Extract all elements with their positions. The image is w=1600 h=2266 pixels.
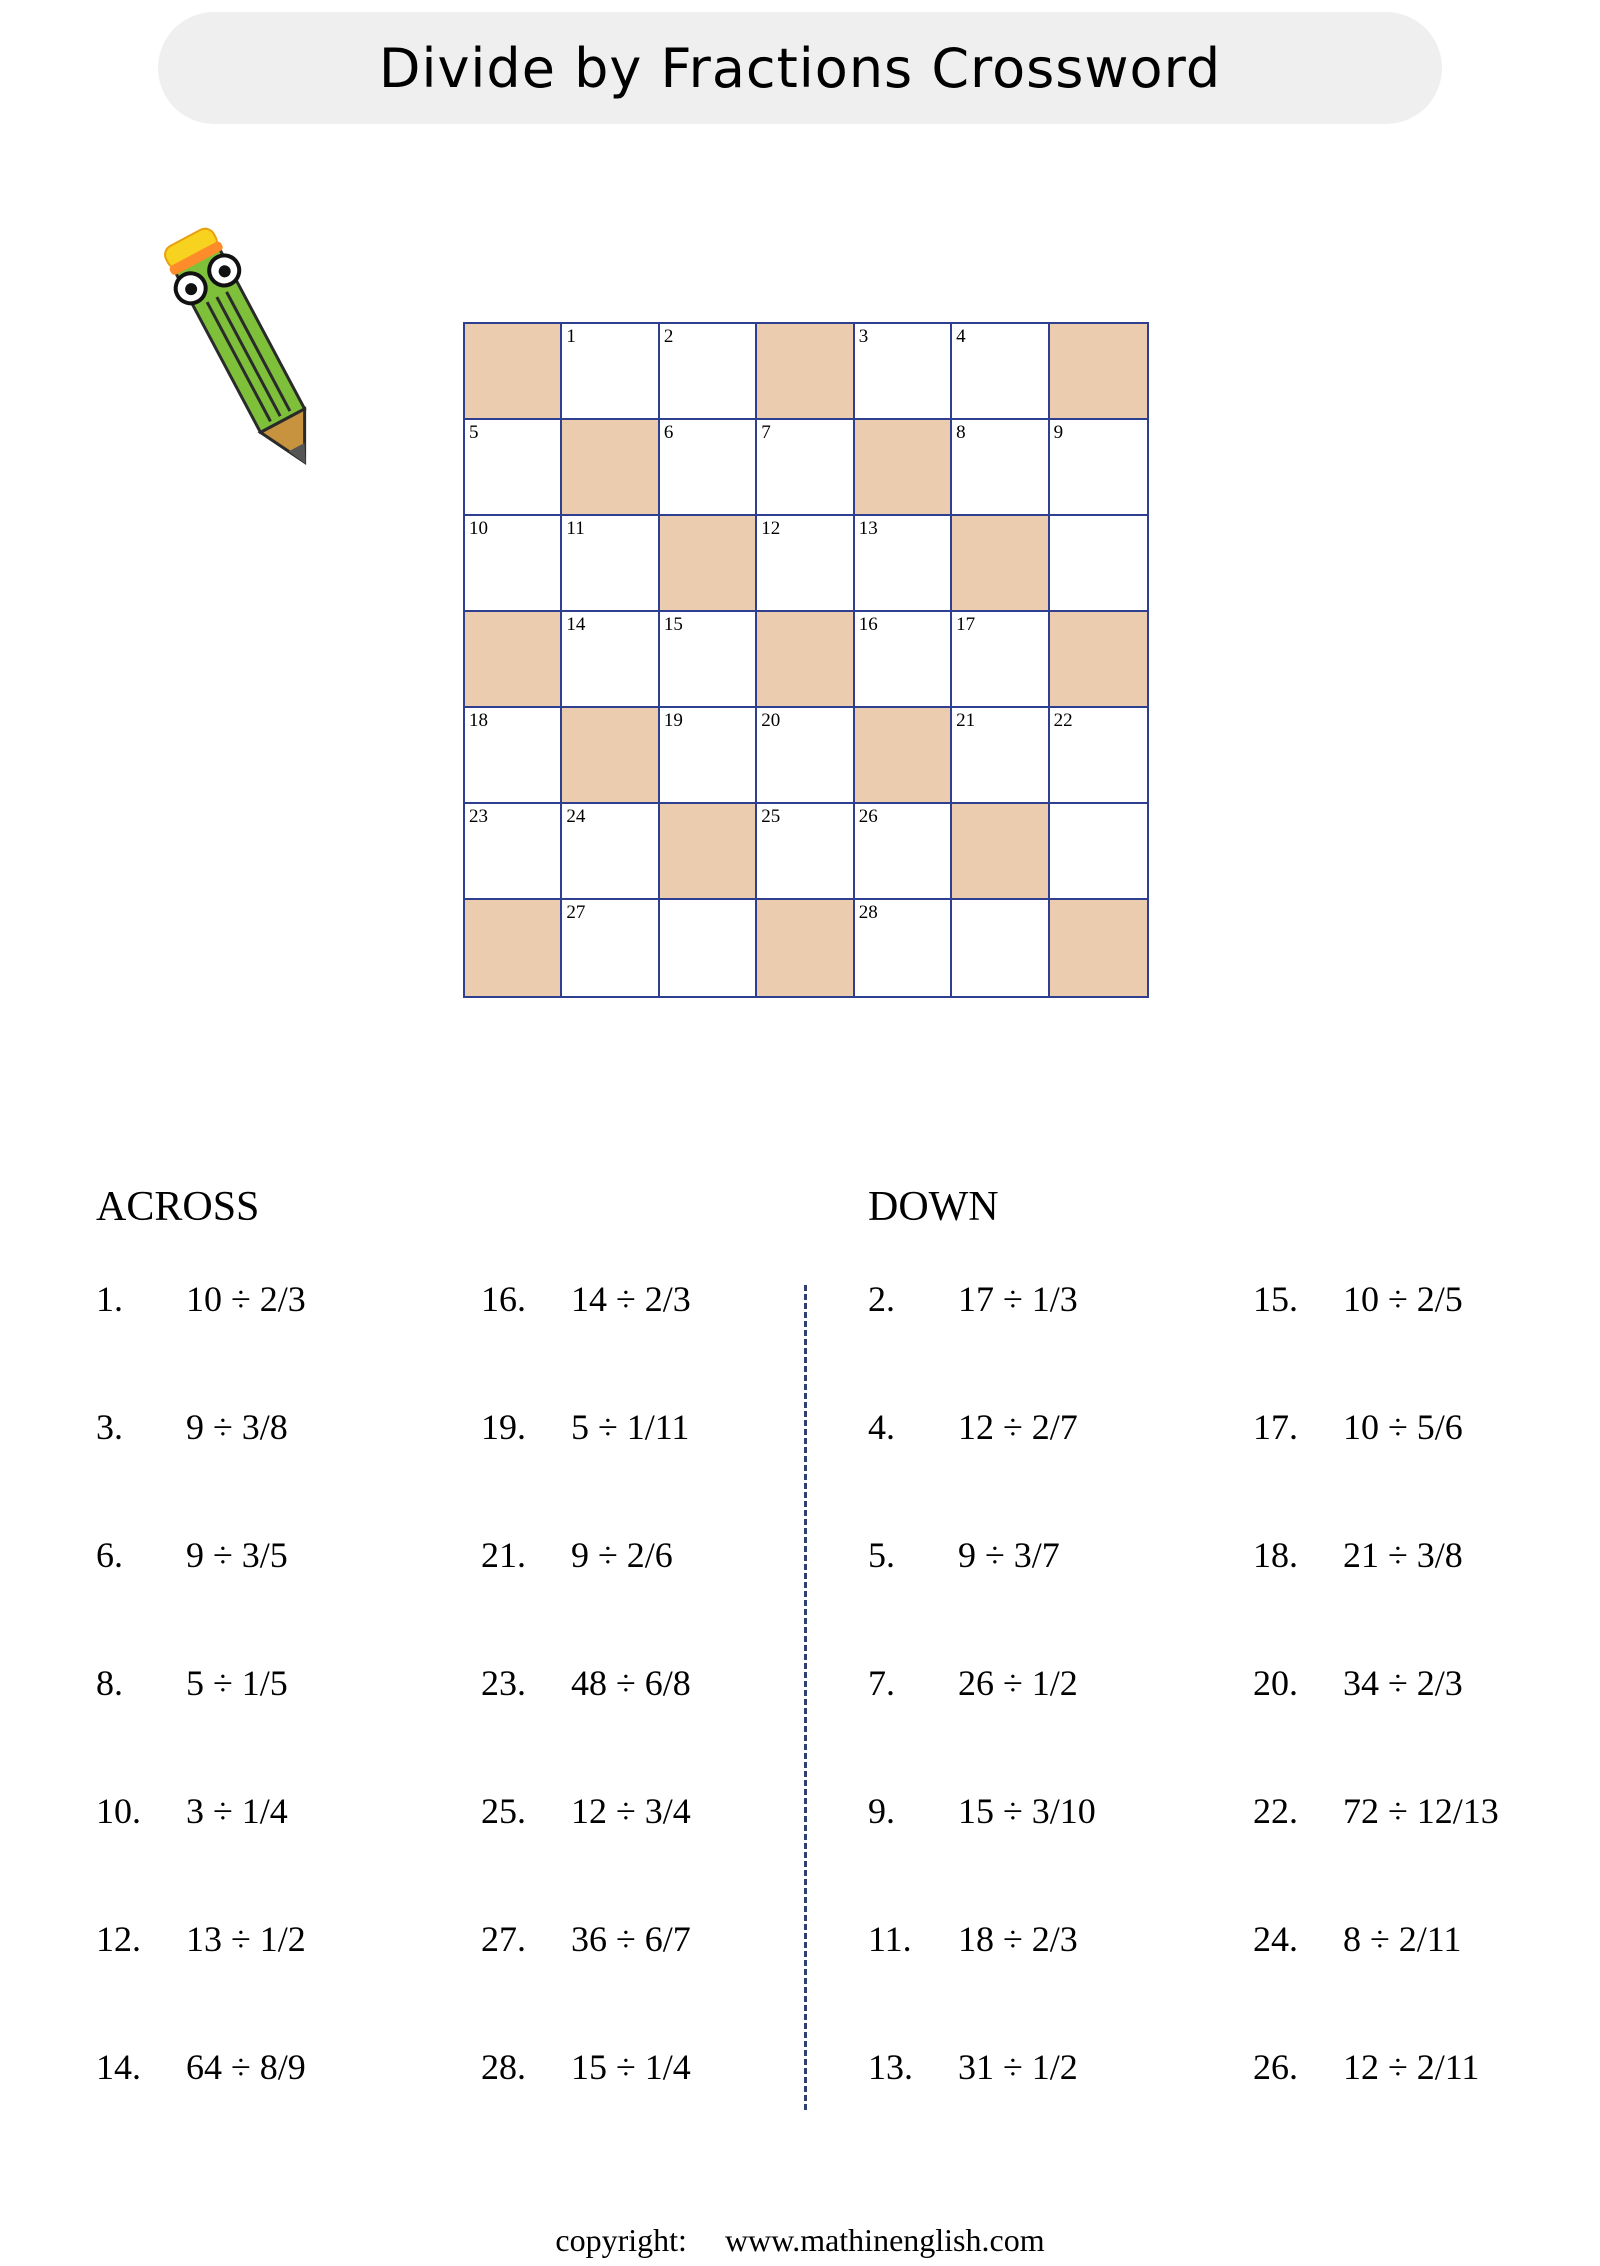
clue-number: 16.	[481, 1279, 526, 1319]
clue-expression: 34 ÷ 2/3	[1343, 1663, 1463, 1703]
answer-cell[interactable]	[465, 516, 562, 612]
clue-number: 25.	[481, 1791, 526, 1831]
pencil-mascot-icon	[160, 215, 330, 485]
answer-cell[interactable]	[562, 324, 659, 420]
cell-number: 28	[858, 902, 878, 923]
cell-number: 11	[566, 518, 585, 539]
cell-number: 24	[566, 806, 586, 827]
answer-cell[interactable]	[757, 420, 854, 516]
shaded-cell	[465, 900, 562, 996]
clue-expression: 14 ÷ 2/3	[571, 1279, 691, 1319]
cell-number: 14	[566, 614, 586, 635]
clue-number: 15.	[1253, 1279, 1298, 1319]
clue-expression: 12 ÷ 2/11	[1343, 2047, 1480, 2087]
shaded-cell	[1050, 324, 1147, 420]
clue-expression: 26 ÷ 1/2	[958, 1663, 1078, 1703]
clue-number: 28.	[481, 2047, 526, 2087]
clue-number: 21.	[481, 1535, 526, 1575]
clue-expression: 15 ÷ 3/10	[958, 1791, 1096, 1831]
copyright-label: copyright:	[555, 2222, 687, 2258]
clue-number: 17.	[1253, 1407, 1298, 1447]
clue-expression: 36 ÷ 6/7	[571, 1919, 691, 1959]
cell-number: 2	[663, 326, 674, 347]
cell-number: 20	[761, 710, 781, 731]
answer-cell[interactable]	[1050, 516, 1147, 612]
shaded-cell	[465, 324, 562, 420]
answer-cell[interactable]	[757, 516, 854, 612]
cell-number: 15	[663, 614, 683, 635]
cell-number: 18	[469, 710, 488, 731]
crossword-grid	[463, 322, 1149, 998]
cell-number: 27	[566, 902, 586, 923]
cell-number: 21	[956, 710, 976, 731]
answer-cell[interactable]	[562, 516, 659, 612]
answer-cell[interactable]	[1050, 420, 1147, 516]
answer-cell[interactable]	[952, 708, 1049, 804]
answer-cell[interactable]	[952, 324, 1049, 420]
answer-cell[interactable]	[855, 804, 952, 900]
clue-number: 8.	[96, 1663, 123, 1703]
cell-number: 23	[469, 806, 488, 827]
clue-expression: 9 ÷ 2/6	[571, 1535, 673, 1575]
clue-number: 11.	[868, 1919, 912, 1959]
across-heading: ACROSS	[96, 1184, 260, 1230]
clue-number: 4.	[868, 1407, 895, 1447]
cell-number: 7	[761, 422, 771, 443]
answer-cell[interactable]	[1050, 804, 1147, 900]
cell-number: 26	[858, 806, 878, 827]
cell-number: 1	[566, 326, 576, 347]
answer-cell[interactable]	[952, 420, 1049, 516]
clue-number: 14.	[96, 2047, 141, 2087]
answer-cell[interactable]	[660, 900, 757, 996]
cell-number: 3	[858, 326, 869, 347]
clue-expression: 10 ÷ 5/6	[1343, 1407, 1463, 1447]
cell-number: 9	[1053, 422, 1064, 443]
clue-expression: 17 ÷ 1/3	[958, 1279, 1078, 1319]
answer-cell[interactable]	[562, 804, 659, 900]
answer-cell[interactable]	[465, 420, 562, 516]
clue-expression: 18 ÷ 2/3	[958, 1919, 1078, 1959]
cell-number: 10	[469, 518, 488, 539]
clue-expression: 9 ÷ 3/7	[958, 1535, 1060, 1575]
shaded-cell	[855, 420, 952, 516]
cell-number: 22	[1053, 710, 1073, 731]
answer-cell[interactable]	[1050, 708, 1147, 804]
clue-expression: 31 ÷ 1/2	[958, 2047, 1078, 2087]
clue-number: 20.	[1253, 1663, 1298, 1703]
shaded-cell	[757, 900, 854, 996]
clue-number: 2.	[868, 1279, 895, 1319]
clue-expression: 8 ÷ 2/11	[1343, 1919, 1462, 1959]
clue-expression: 13 ÷ 1/2	[186, 1919, 306, 1959]
clue-expression: 9 ÷ 3/8	[186, 1407, 288, 1447]
answer-cell[interactable]	[855, 900, 952, 996]
cell-number: 4	[956, 326, 966, 347]
answer-cell[interactable]	[562, 900, 659, 996]
clue-number: 9.	[868, 1791, 895, 1831]
cell-number: 6	[663, 422, 674, 443]
clue-expression: 5 ÷ 1/5	[186, 1663, 288, 1703]
cell-number: 25	[761, 806, 781, 827]
copyright-url: www.mathinenglish.com	[724, 2222, 1045, 2258]
clue-number: 5.	[868, 1535, 895, 1575]
clue-number: 12.	[96, 1919, 141, 1959]
answer-cell[interactable]	[562, 612, 659, 708]
page-title: Divide by Fractions Crossword	[378, 36, 1222, 100]
answer-cell[interactable]	[757, 804, 854, 900]
shaded-cell	[660, 804, 757, 900]
clue-number: 22.	[1253, 1791, 1298, 1831]
answer-cell[interactable]	[952, 612, 1049, 708]
answer-cell[interactable]	[465, 804, 562, 900]
answer-cell[interactable]	[855, 324, 952, 420]
cell-number: 17	[956, 614, 976, 635]
shaded-cell	[660, 516, 757, 612]
answer-cell[interactable]	[660, 420, 757, 516]
answer-cell[interactable]	[855, 516, 952, 612]
shaded-cell	[1050, 612, 1147, 708]
clue-number: 13.	[868, 2047, 913, 2087]
answer-cell[interactable]	[465, 708, 562, 804]
answer-cell[interactable]	[952, 900, 1049, 996]
shaded-cell	[855, 708, 952, 804]
clue-number: 6.	[96, 1535, 123, 1575]
shaded-cell	[562, 420, 659, 516]
answer-cell[interactable]	[660, 324, 757, 420]
cell-number: 16	[858, 614, 878, 635]
cell-number: 13	[858, 518, 878, 539]
shaded-cell	[952, 516, 1049, 612]
clue-expression: 64 ÷ 8/9	[186, 2047, 306, 2087]
clue-expression: 15 ÷ 1/4	[571, 2047, 691, 2087]
clue-expression: 10 ÷ 2/3	[186, 1279, 306, 1319]
clue-number: 23.	[481, 1663, 526, 1703]
clue-expression: 9 ÷ 3/5	[186, 1535, 288, 1575]
column-divider	[804, 1285, 807, 2110]
clue-expression: 21 ÷ 3/8	[1343, 1535, 1463, 1575]
clue-number: 24.	[1253, 1919, 1298, 1959]
shaded-cell	[757, 324, 854, 420]
cell-number: 8	[956, 422, 966, 443]
shaded-cell	[562, 708, 659, 804]
clue-number: 10.	[96, 1791, 141, 1831]
clue-expression: 72 ÷ 12/13	[1343, 1791, 1499, 1831]
answer-cell[interactable]	[757, 708, 854, 804]
clue-number: 27.	[481, 1919, 526, 1959]
clue-expression: 12 ÷ 2/7	[958, 1407, 1078, 1447]
shaded-cell	[952, 804, 1049, 900]
clue-expression: 48 ÷ 6/8	[571, 1663, 691, 1703]
cell-number: 19	[663, 710, 683, 731]
clue-expression: 5 ÷ 1/11	[571, 1407, 690, 1447]
answer-cell[interactable]	[660, 612, 757, 708]
shaded-cell	[757, 612, 854, 708]
cell-number: 5	[469, 422, 479, 443]
clue-expression: 10 ÷ 2/5	[1343, 1279, 1463, 1319]
cell-number: 12	[761, 518, 781, 539]
clue-expression: 12 ÷ 3/4	[571, 1791, 691, 1831]
clue-expression: 3 ÷ 1/4	[186, 1791, 288, 1831]
clue-number: 3.	[96, 1407, 123, 1447]
clue-number: 19.	[481, 1407, 526, 1447]
shaded-cell	[1050, 900, 1147, 996]
shaded-cell	[465, 612, 562, 708]
clue-number: 26.	[1253, 2047, 1298, 2087]
title-banner	[158, 12, 1442, 124]
copyright-footer	[0, 2222, 1600, 2259]
clue-number: 7.	[868, 1663, 895, 1703]
down-heading: DOWN	[868, 1184, 999, 1230]
clue-number: 18.	[1253, 1535, 1298, 1575]
clue-number: 1.	[96, 1279, 123, 1319]
answer-cell[interactable]	[855, 612, 952, 708]
answer-cell[interactable]	[660, 708, 757, 804]
